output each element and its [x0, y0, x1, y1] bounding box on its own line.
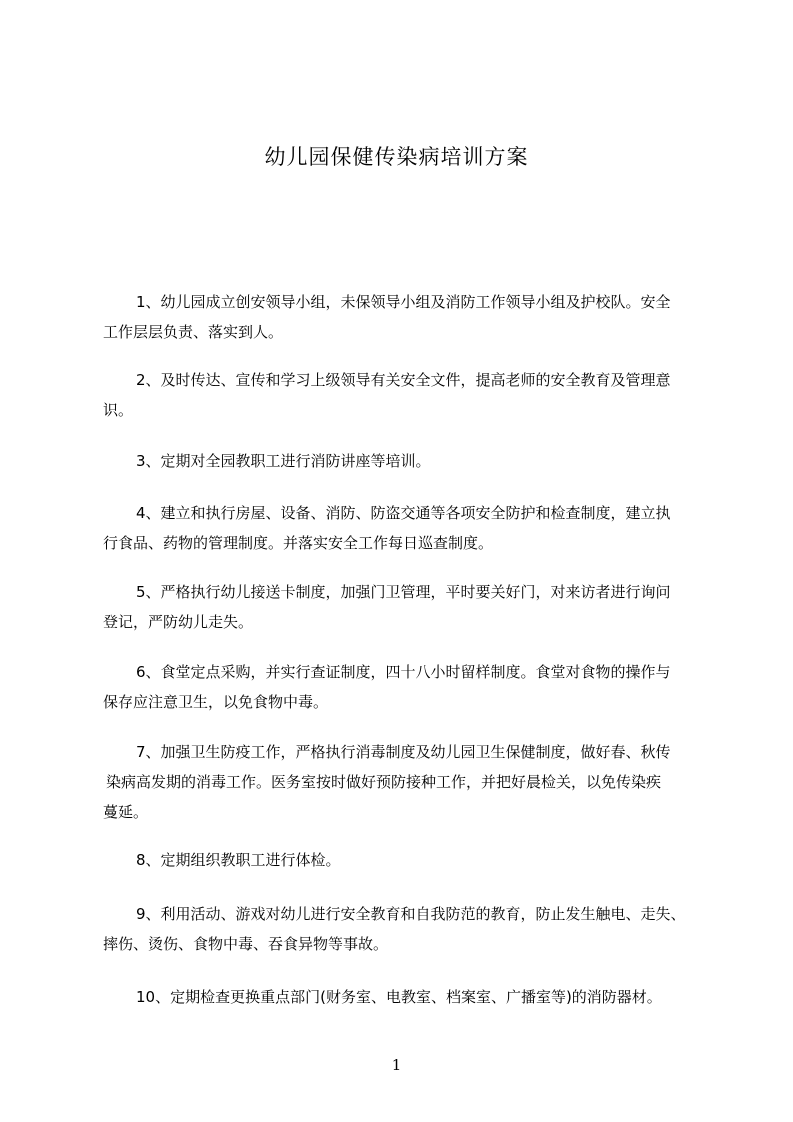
item-10-line-1: 10、定期检查更换重点部门(财务室、电教室、档案室、广播室等)的消防器材。	[136, 988, 662, 1006]
list-item-8	[103, 845, 715, 875]
item-6-line-1: 6、食堂定点采购，并实行查证制度，四十八小时留样制度。食堂对食物的操作与	[136, 663, 671, 681]
item-7-line-2: 染病高发期的消毒工作。医务室按时做好预防接种工作，并把好晨检关，以免传染疾	[106, 773, 662, 791]
list-item-2	[103, 365, 715, 425]
item-2-line-2: 识。	[103, 401, 134, 419]
item-1-line-2: 工作层层负责、落实到人。	[103, 323, 284, 341]
item-7-line-1: 7、加强卫生防疫工作，严格执行消毒制度及幼儿园卫生保健制度，做好春、秋传	[136, 743, 671, 761]
item-7-line-3: 蔓延。	[103, 803, 149, 821]
item-9-line-2: 摔伤、烫伤、食物中毒、吞食异物等事故。	[103, 935, 389, 953]
list-item-5	[103, 577, 715, 637]
list-item-7	[103, 737, 715, 827]
item-6-line-2: 保存应注意卫生，以免食物中毒。	[103, 693, 329, 711]
page-number: 1	[391, 1056, 402, 1074]
list-item-3	[103, 446, 715, 476]
item-2-line-1: 2、及时传达、宣传和学习上级领导有关安全文件，提高老师的安全教育及管理意	[136, 371, 671, 389]
document-title: 幼儿园保健传染病培训方案	[264, 145, 529, 169]
item-9-line-1: 9、利用活动、游戏对幼儿进行安全教育和自我防范的教育，防止发生触电、走失、	[136, 905, 686, 923]
list-item-10	[103, 982, 715, 1012]
item-8-line-1: 8、定期组织教职工进行体检。	[136, 851, 341, 869]
list-item-4	[103, 498, 715, 558]
item-3-line-1: 3、定期对全园教职工进行消防讲座等培训。	[136, 452, 431, 470]
list-item-6	[103, 657, 715, 717]
item-5-line-1: 5、严格执行幼儿接送卡制度，加强门卫管理，平时要关好门，对来访者进行询问	[136, 583, 671, 601]
list-item-9	[103, 899, 715, 959]
item-4-line-2: 行食品、药物的管理制度。并落实安全工作每日巡查制度。	[103, 534, 494, 552]
item-4-line-1: 4、建立和执行房屋、设备、消防、防盗交通等各项安全防护和检查制度，建立执	[136, 504, 671, 522]
item-1-line-1: 1、幼儿园成立创安领导小组，未保领导小组及消防工作领导小组及护校队。安全	[136, 293, 671, 311]
item-5-line-2: 登记，严防幼儿走失。	[103, 613, 254, 631]
list-item-1	[103, 287, 715, 347]
